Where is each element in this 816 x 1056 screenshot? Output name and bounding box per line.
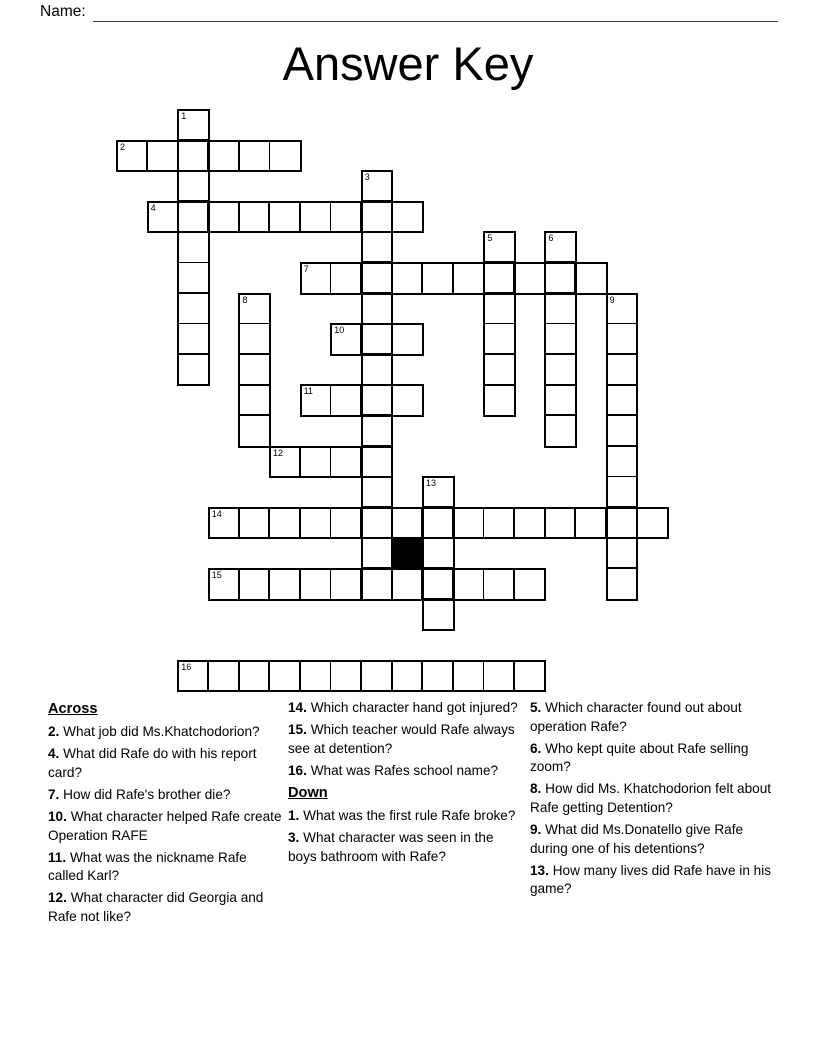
cell-divider [268,509,270,538]
cell-divider [299,570,301,599]
clue-section-header-down: Down [288,784,328,801]
clue-5: 5. Which character found out about operation Rafe? [530,700,742,734]
clue-9: 9. What did Ms.Donatello give Rafe during one of his detentions? [530,822,744,856]
cell-divider [360,325,362,354]
cell-divider [483,509,485,538]
black-cell [391,537,424,570]
clue-10: 10. What character helped Rafe create Operation RAFE [48,808,282,843]
cell-divider [391,570,393,599]
cell-divider [546,414,575,416]
clue-number: 13. [530,862,553,878]
clue-number: 11. [48,849,70,865]
grid-number-1: 1 [181,111,187,121]
cell-divider [546,384,575,386]
cell-divider [330,662,332,691]
clue-column-3 [530,699,772,903]
cell-divider [240,323,269,325]
cell-divider [240,414,269,416]
cell-divider [240,384,269,386]
clue-12: 12. What character did Georgia and Rafe not like? [48,890,264,924]
page-title: Answer Key [282,37,534,90]
cell-divider [605,509,607,538]
cell-divider [608,476,637,478]
grid-number-9: 9 [609,294,615,305]
cell-divider [268,662,270,691]
cell-divider [330,203,332,232]
grid-number-4: 4 [150,202,156,213]
clue-15: 15. Which teacher would Rafe always see at detention? [288,722,515,756]
clue-column-1 [48,699,284,930]
cell-divider [177,203,179,232]
grid-word-14-across [208,507,669,540]
cell-divider [513,509,515,538]
name-label: Name: [40,3,86,20]
clue-13: 13. How many lives did Rafe have in his game? [530,862,772,897]
clue-number: 5. [530,700,546,715]
clue-number: 16. [288,762,311,778]
cell-divider [391,509,393,538]
cell-divider [360,662,362,691]
grid-number-5: 5 [487,233,493,244]
grid-number-8: 8 [242,294,248,305]
clue-1: 1. What was the first rule Rafe broke? [288,807,516,823]
clue-14: 14. Which character hand got injured? [288,700,518,715]
cell-divider [513,264,515,293]
clue-8: 8. How did Ms. Khatchodorion felt about Rafe getting Detention? [530,781,772,816]
cell-divider [238,203,240,232]
cell-divider [391,325,393,354]
cell-divider [546,323,575,325]
cell-divider [238,509,240,538]
cell-divider [330,386,332,415]
grid-word-13-down [422,476,455,631]
grid-word-5-down [483,231,516,417]
grid-number-11: 11 [303,386,313,397]
grid-number-16: 16 [181,661,192,672]
clue-column-2 [288,699,520,870]
cell-divider [360,509,362,538]
cell-divider [177,142,179,171]
cell-divider [421,264,423,293]
cell-divider [179,262,208,264]
clue-16: 16. What was Rafes school name? [288,762,499,778]
clue-11: 11. What was the nickname Rafe called Karl? [48,849,247,884]
cell-divider [608,323,637,325]
clue-number: 14. [288,700,311,715]
grid-number-13: 13 [426,478,437,489]
grid-word-9-down [606,293,639,601]
cell-divider [483,570,485,599]
clue-number: 6. [530,740,546,756]
cell-divider [240,353,269,355]
cell-divider [421,662,423,691]
cell-divider [238,662,240,691]
clue-2: 2. What job did Ms.Khatchodorion? [48,723,260,739]
clue-section-header-across: Across [48,701,98,717]
cell-divider [360,203,362,232]
cell-divider [360,448,362,477]
cell-divider [299,662,301,691]
grid-number-6: 6 [548,233,554,244]
cell-divider [546,353,575,355]
grid-word-10-across [330,323,424,356]
cell-divider [391,203,393,232]
grid-word-8-down [238,293,271,448]
cell-divider [483,662,485,691]
cell-divider [574,509,576,538]
cell-divider [207,142,209,171]
cell-divider [330,264,332,293]
grid-word-4-across [147,201,424,234]
grid-word-2-across [116,140,302,173]
cell-divider [360,264,362,293]
grid-number-3: 3 [364,172,370,183]
cell-divider [268,203,270,232]
cell-divider [299,509,301,538]
cell-divider [485,384,514,386]
clue-6: 6. Who kept quite about Rafe selling zoom? [530,740,749,775]
clue-number: 10. [48,808,71,824]
grid-number-7: 7 [303,264,309,274]
cell-divider [146,142,148,171]
grid-word-12-across [269,446,393,479]
cell-divider [330,448,332,477]
cell-divider [268,570,270,599]
clue-7: 7. How did Rafe's brother die? [48,786,231,802]
cell-divider [608,414,637,416]
cell-divider [179,353,208,355]
cell-divider [207,662,209,691]
clue-number: 3. [288,830,304,846]
cell-divider [608,567,637,569]
clue-number: 8. [530,781,546,797]
clue-number: 15. [288,722,311,738]
grid-number-10: 10 [334,325,345,336]
cell-divider [513,570,515,599]
cell-divider [330,570,332,599]
cell-divider [391,264,393,293]
cell-divider [483,264,485,293]
grid-word-7-across [300,262,608,295]
cell-divider [452,264,454,293]
cell-divider [299,203,301,232]
cell-divider [636,509,638,538]
clue-number: 12. [48,890,71,906]
cell-divider [608,445,637,447]
cell-divider [574,264,576,293]
cell-divider [360,386,362,415]
cell-divider [238,570,240,599]
cell-divider [544,264,546,293]
grid-number-15: 15 [211,570,222,580]
cell-divider [485,323,514,325]
cell-divider [299,448,301,477]
grid-number-14: 14 [211,508,222,519]
grid-number-12: 12 [273,447,284,458]
clue-number: 7. [48,786,64,802]
grid-word-15-across [208,568,547,601]
clue-number: 1. [288,807,304,823]
cell-divider [544,509,546,538]
cell-divider [179,292,208,294]
cell-divider [452,570,454,599]
cell-divider [608,384,637,386]
cell-divider [360,570,362,599]
cell-divider [238,142,240,171]
cell-divider [330,509,332,538]
cell-divider [452,662,454,691]
cell-divider [207,203,209,232]
cell-divider [269,142,271,171]
clue-3: 3. What character was seen in the boys bathroom with Rafe? [288,830,494,864]
grid-number-2: 2 [120,141,126,152]
cell-divider [452,509,454,538]
cell-divider [485,353,514,355]
clue-number: 4. [48,746,64,762]
cell-divider [513,662,515,691]
clue-4: 4. What did Rafe do with his report card? [48,746,257,780]
cell-divider [421,509,423,538]
cell-divider [179,323,208,325]
clue-number: 2. [48,723,64,739]
grid-word-11-across [300,384,424,417]
cell-divider [391,662,393,691]
cell-divider [421,570,423,599]
clue-number: 9. [530,822,546,838]
cell-divider [391,386,393,415]
cell-divider [608,353,637,355]
grid-word-16-across [177,660,546,693]
